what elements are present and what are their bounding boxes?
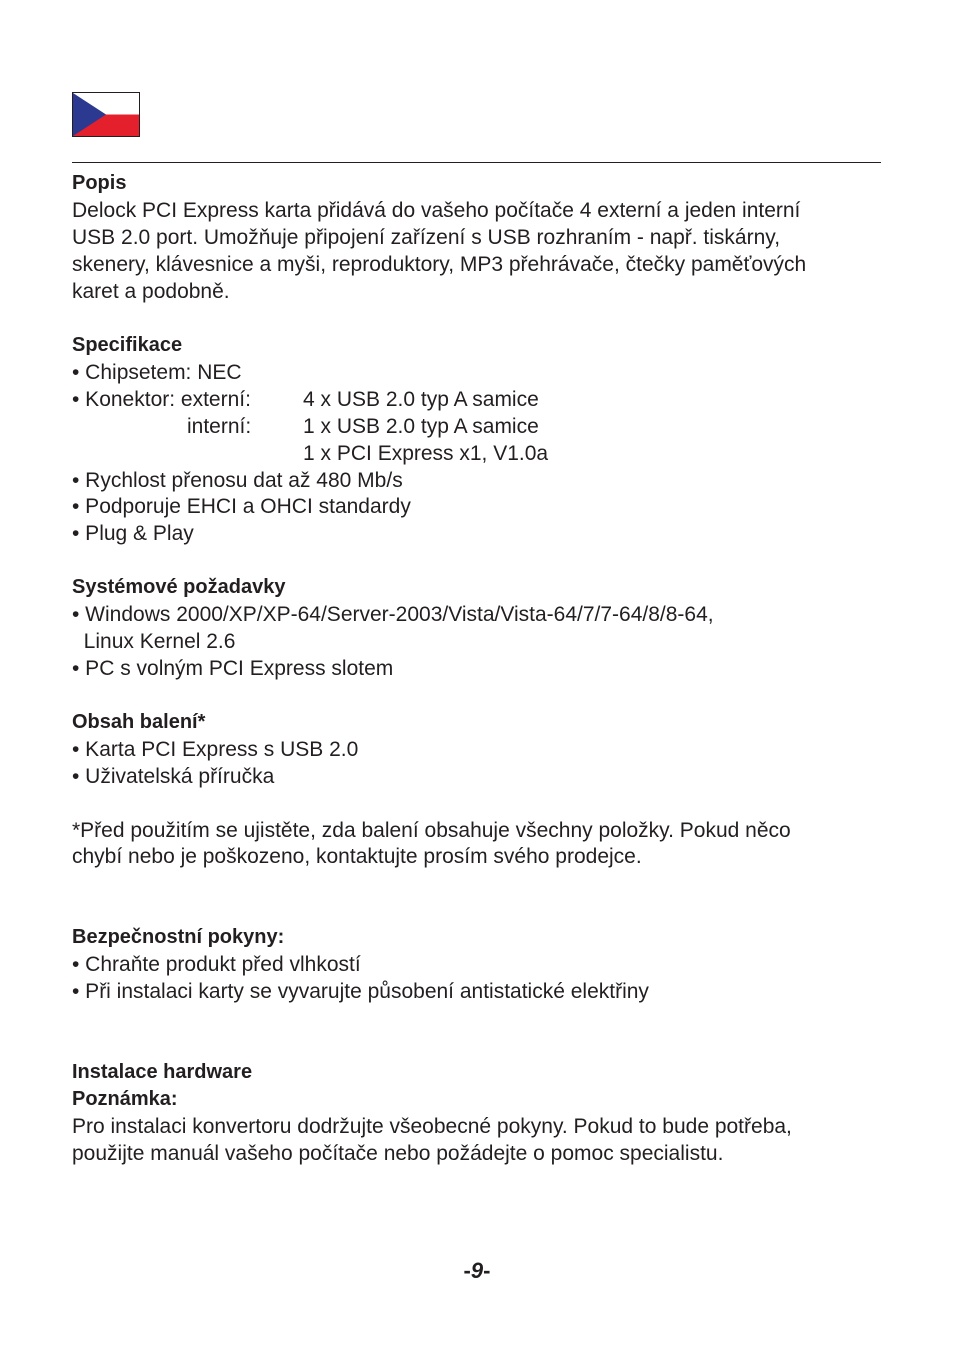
obsah-line: • Uživatelská příručka [72,765,275,788]
page-number [0,1258,954,1284]
pozadavky-line: • Windows 2000/XP/XP-64/Server-2003/Vista/Vista-64/7/7-64/8/8-64, [72,603,714,626]
section-heading-obsah: Obsah balení* [72,711,206,733]
spec-bullet: • Podporuje EHCI a OHCI standardy [72,495,411,518]
spec-chipset: • Chipsetem: NEC [72,361,242,384]
pozadavky-line: • PC s volným PCI Express slotem [72,657,394,680]
page-number-suffix: - [483,1258,491,1283]
popis-line: Delock PCI Express karta přidává do vašeho počítače 4 externí a jeden interní [72,199,801,222]
spec-internal-label: interní: [187,415,252,438]
section-heading-pozadavky: Systémové požadavky [72,576,286,598]
spec-internal-1: 1 x USB 2.0 typ A samice [303,415,539,438]
spec-konektor-label: • Konektor: externí: [72,388,251,411]
popis-line: USB 2.0 port. Umožňuje připojení zařízení s USB rozhraním - např. tiskárny, [72,226,781,249]
spec-bullet: • Plug & Play [72,522,194,545]
section-heading-bezpecnost: Bezpečnostní pokyny: [72,926,285,948]
bezpecnost-line: • Chraňte produkt před vlhkostí [72,953,361,976]
section-heading-specifikace: Specifikace [72,334,183,356]
section-heading-popis: Popis [72,172,127,194]
page-number-value: 9 [470,1258,484,1283]
obsah-line: • Karta PCI Express s USB 2.0 [72,738,359,761]
section-heading-instalace: Instalace hardware [72,1061,253,1083]
popis-line: skenery, klávesnice a myši, reproduktory, MP3 přehrávače, čtečky paměťových [72,253,807,276]
instalace-subheading: Poznámka: [72,1088,178,1110]
spec-internal-2: 1 x PCI Express x1, V1.0a [303,442,549,465]
spec-konektor-external: 4 x USB 2.0 typ A samice [303,388,539,411]
instalace-line: použijte manuál vašeho počítače nebo požádejte o pomoc specialistu. [72,1142,724,1165]
bezpecnost-line: • Při instalaci karty se vyvarujte působení antistatické elektřiny [72,980,649,1003]
page-number-prefix: - [463,1258,471,1283]
obsah-note-line: *Před použitím se ujistěte, zda balení obsahuje všechny položky. Pokud něco [72,819,791,842]
pozadavky-line: Linux Kernel 2.6 [72,630,236,653]
header-divider [72,162,881,163]
instalace-line: Pro instalaci konvertoru dodržujte všeobecné pokyny. Pokud to bude potřeba, [72,1115,792,1138]
spec-bullet: • Rychlost přenosu dat až 480 Mb/s [72,469,403,492]
popis-line: karet a podobně. [72,280,230,303]
czech-flag-icon [72,92,140,137]
obsah-note-line: chybí nebo je poškozeno, kontaktujte prosím svého prodejce. [72,845,642,868]
